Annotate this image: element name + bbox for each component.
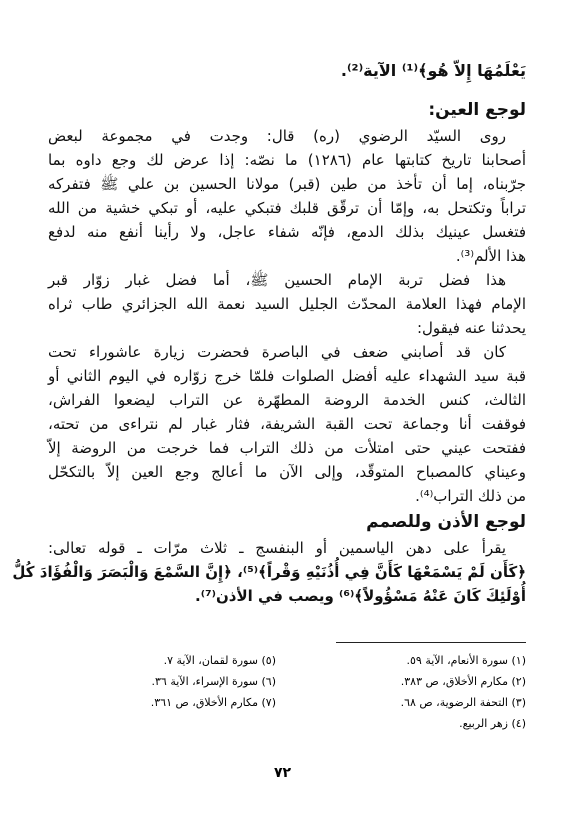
paragraph-1 (48, 124, 526, 268)
footnotes-column-left (46, 650, 276, 713)
section-heading-ear: لوجع الأذن وللصمم (366, 512, 526, 532)
quran-verse-line: أُوْلَئِكَ كَانَ عَنْهُ مَسْؤُولاً﴾⁽⁶⁾ ويصب في الأذن⁽⁷⁾. (195, 587, 526, 605)
paragraph-line: من ذلك التراب⁽⁴⁾. (415, 487, 526, 505)
paragraph-line: كان قد أصابني ضعف في الباصرة فحضرت زيارة عاشوراء تحت (48, 343, 506, 361)
quran-verse-line: ﴿كَأَن لَمْ يَسْمَعْهَا كَأَنَّ فِي أُذُنَيْهِ وَقْراً﴾⁽⁵⁾، ﴿إِنَّ السَّمْعَ وَالْبَصَرَ وَالْفُؤَادَ كُلُّ (12, 563, 526, 581)
paragraph-line: روى السيّد الرضوي (ره) قال: وجدت في مجموعة لبعض (48, 127, 506, 145)
footnote: (٢) مكارم الأخلاق، ص ٣٨٣. (400, 675, 526, 688)
paragraph-line: وعيناي كالمصباح المتوقّد، وإلى الآن ما أعالج وجع العين إلاّ بالتكحّل (48, 463, 526, 481)
paragraph-line: فتغسل عينيك بذلك الدمع، فإنّه شفاء عاجل، ولا رأينا أنفع منه لدفع (48, 223, 526, 241)
paragraph-line: قبة سيد الشهداء عليه أفضل الصلوات فلمّا خرج زوّاره في اليوم الثاني أو (48, 367, 526, 385)
footnote-divider (336, 642, 526, 643)
page-body (12, 56, 526, 608)
paragraph-4 (12, 536, 526, 608)
paragraph-line: الإمام فهذا العلامة المحدّث الجليل السيد نعمة الله الجزائري طاب ثراه (48, 295, 526, 313)
paragraph-3 (48, 340, 526, 508)
footnote: (٦) سورة الإسراء، الآية ٣٦. (151, 675, 276, 688)
footnote: (٣) التحفة الرضوية، ص ٦٨. (400, 696, 526, 709)
quran-verse-end: يَعْلَمُهَا إِلاّ هُو﴾⁽¹⁾ الآية⁽²⁾. (340, 61, 526, 80)
paragraph-2 (48, 268, 526, 340)
paragraph-line: يقرأ على دهن الياسمين أو البنفسج ـ ثلاث مرّات ـ قوله تعالى: (48, 539, 506, 557)
paragraph-line: هذا الألم⁽³⁾. (455, 247, 526, 265)
paragraph-line: تراباً وتكتحل به، وإمّا أن ترقّق قلبك فتبكي عليه، أو تبكي خشية من الله (48, 199, 526, 217)
footnote: (٥) سورة لقمان، الآية ٧. (163, 654, 276, 667)
paragraph-line: يحدثنا عنه فيقول: (416, 319, 526, 337)
footnotes-column-right (296, 650, 526, 734)
paragraph-line: الثالث، كنس الخدمة الروضة المطهّرة عن التراب ليضعوا الفراش، (48, 391, 526, 409)
paragraph-line: ففتحت عيني حتى امتلأت من ذلك التراب فما خرجت من الروضة إلاّ (48, 439, 526, 457)
section-heading-eye: لوجع العين: (428, 100, 526, 120)
footnote: (١) سورة الأنعام، الآية ٥٩. (406, 654, 526, 667)
footnote: (٧) مكارم الأخلاق، ص ٣٦١. (150, 696, 276, 709)
page-number: ٧٢ (273, 765, 292, 781)
paragraph-line: جرّبناه، إما أن تأخذ من طين (قبر) مولانا الحسين بن علي ﷺ فتفركه (48, 175, 526, 193)
paragraph-line: فوقفت أنا وجماعة تحت القبة الشريفة، فثار غبار لم نتراءى من تحته، (48, 415, 526, 433)
footnote: (٤) زهر الربيع. (459, 717, 526, 730)
paragraph-line: هذا فضل تربة الإمام الحسين ﷺ، أما فضل غبار زوّار قبر (48, 271, 506, 289)
paragraph-line: أصحابنا تاريخ كتابتها عام (١٢٨٦) ما نصّه: إذا عرض لك وجع داوه بما (48, 151, 526, 169)
spacer (48, 86, 526, 96)
